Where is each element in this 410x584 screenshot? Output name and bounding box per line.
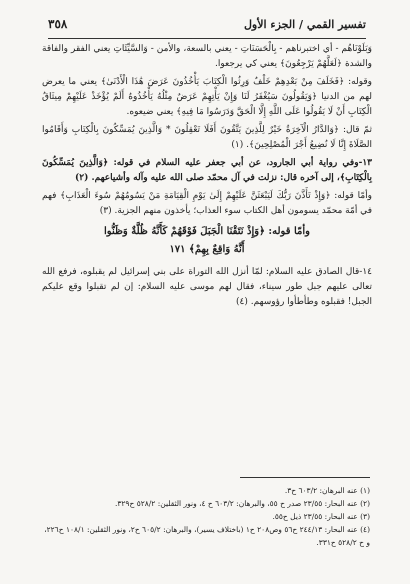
paragraph-1: وَبَلَوْنَاهُم - أي اختبرناهم - بِالْحَسَنَاتِ - يعني بالسعة، والأمن - وَالسَّيِّئَاتِ يعني الفقر والفاقة والشدة ﴿لَعَلَّهُمْ يَرْجِعُونَ﴾ يعني كي يرجعوا. — [42, 44, 372, 69]
paragraph-5: وأمّا قوله: ﴿وَإِذْ تَأَذَّنَ رَبُّكَ لَيَبْعَثَنَّ عَلَيْهِمْ إِلَىٰ يَوْمِ الْقِيَامَةِ مَنْ يَسُومُهُمْ سُوءَ الْعَذَابِ﴾ فهم في أمّة محمّد يسومون أهل الكتاب سوء العذاب؛ يأخذون منهم الجزية. (٣) — [42, 191, 372, 216]
footnote-4: (٤) عنه البحار: ٢٤٤/١٣ ح٥٦ وص٢٠٨ ح١ (باختلاف يسير)، والبرهان: ٦٠٥/٢ ح٢، ونور الثقلين: ١٠٨/١ ح٢٢٦، و ح ٥٢٨/٢ ح٣٣١. — [44, 525, 370, 547]
running-title: تفسير القمي / الجزء الأول — [243, 18, 366, 31]
page-number: ٣٥٨ — [48, 17, 68, 31]
paragraph-4: ١٣-وفي رواية أبي الجارود، عن أبي جعفر عليه السلام في قوله: ﴿وَالَّذِينَ يُمَسِّكُونَ بِالْكِتَابِ﴾، إلى آخره قال: نزلت في آل محمّد صلى الله عليه وآله وأشياعهم. (٢) — [42, 158, 372, 183]
page-header — [48, 16, 366, 39]
verse-block — [42, 223, 372, 259]
footnote-divider — [240, 477, 370, 478]
verse-line-2: أَنَّهُ وَاقِعٌ بِهِمْ﴾ ١٧١ — [169, 244, 245, 255]
main-text — [42, 42, 372, 313]
paragraph-hadith-14: ١٤-قال الصادق عليه السلام: لمّا أنزل الله التوراة على بني إسرائيل لم يقبلوه، فرفع الله تعالى عليهم جبل طور سيناء، فقال لهم موسى عليه السلام: إن لم تقبلوا وقع عليكم الجبل! فقبلوه وطأطأوا رؤوسهم. (٤) — [42, 267, 372, 307]
paragraph-2: وقوله: ﴿فَخَلَفَ مِنْ بَعْدِهِمْ خَلْفٌ وَرِثُوا الْكِتَابَ يَأْخُذُونَ عَرَضَ هَٰذَا الْأَدْنَىٰ﴾ يعني ما يعرض لهم من الدنيا ﴿وَيَقُولُونَ سَيُغْفَرُ لَنَا وَإِنْ يَأْتِهِمْ عَرَضٌ مِثْلُهُ يَأْخُذُوهُ أَلَمْ يُؤْخَذْ عَلَيْهِمْ مِيثَاقُ الْكِتَابِ أَنْ لَا يَقُولُوا عَلَى اللَّهِ إِلَّا الْحَقَّ وَدَرَسُوا مَا فِيهِ﴾ يعني ضيعوه. — [42, 77, 372, 117]
verse-line-1: وأمّا قوله: ﴿وَإِذْ نَتَقْنَا الْجَبَلَ فَوْقَهُمْ كَأَنَّهُ ظُلَّةٌ وَظَنُّوا — [104, 226, 310, 237]
footnote-2: (٢) عنه البحار: ٢٣/٥٥ صدر ح ٥٥، والبرهان: ٦٠٣/٢ ح ٤، ونور الثقلين: ٥٢٨/٢ ح٣٢٩. — [114, 499, 370, 508]
footnote-1: (١) عنه البرهان: ٦٠٣/٢ ح٣. — [284, 486, 370, 495]
paragraph-3: ثمّ قال: ﴿وَالدَّارُ الْآخِرَةُ خَيْرٌ لِلَّذِينَ يَتَّقُونَ أَفَلَا تَعْقِلُونَ * وَالَّذِينَ يُمَسِّكُونَ بِالْكِتَابِ وَأَقَامُوا الصَّلَاةَ إِنَّا لَا نُضِيعُ أَجْرَ الْمُصْلِحِينَ﴾. (١) — [42, 125, 372, 150]
footnotes — [44, 484, 370, 549]
footnote-3: (٣) عنه البحار: ٢٣/٥٥ ذيل ح٥٥. — [272, 512, 370, 521]
